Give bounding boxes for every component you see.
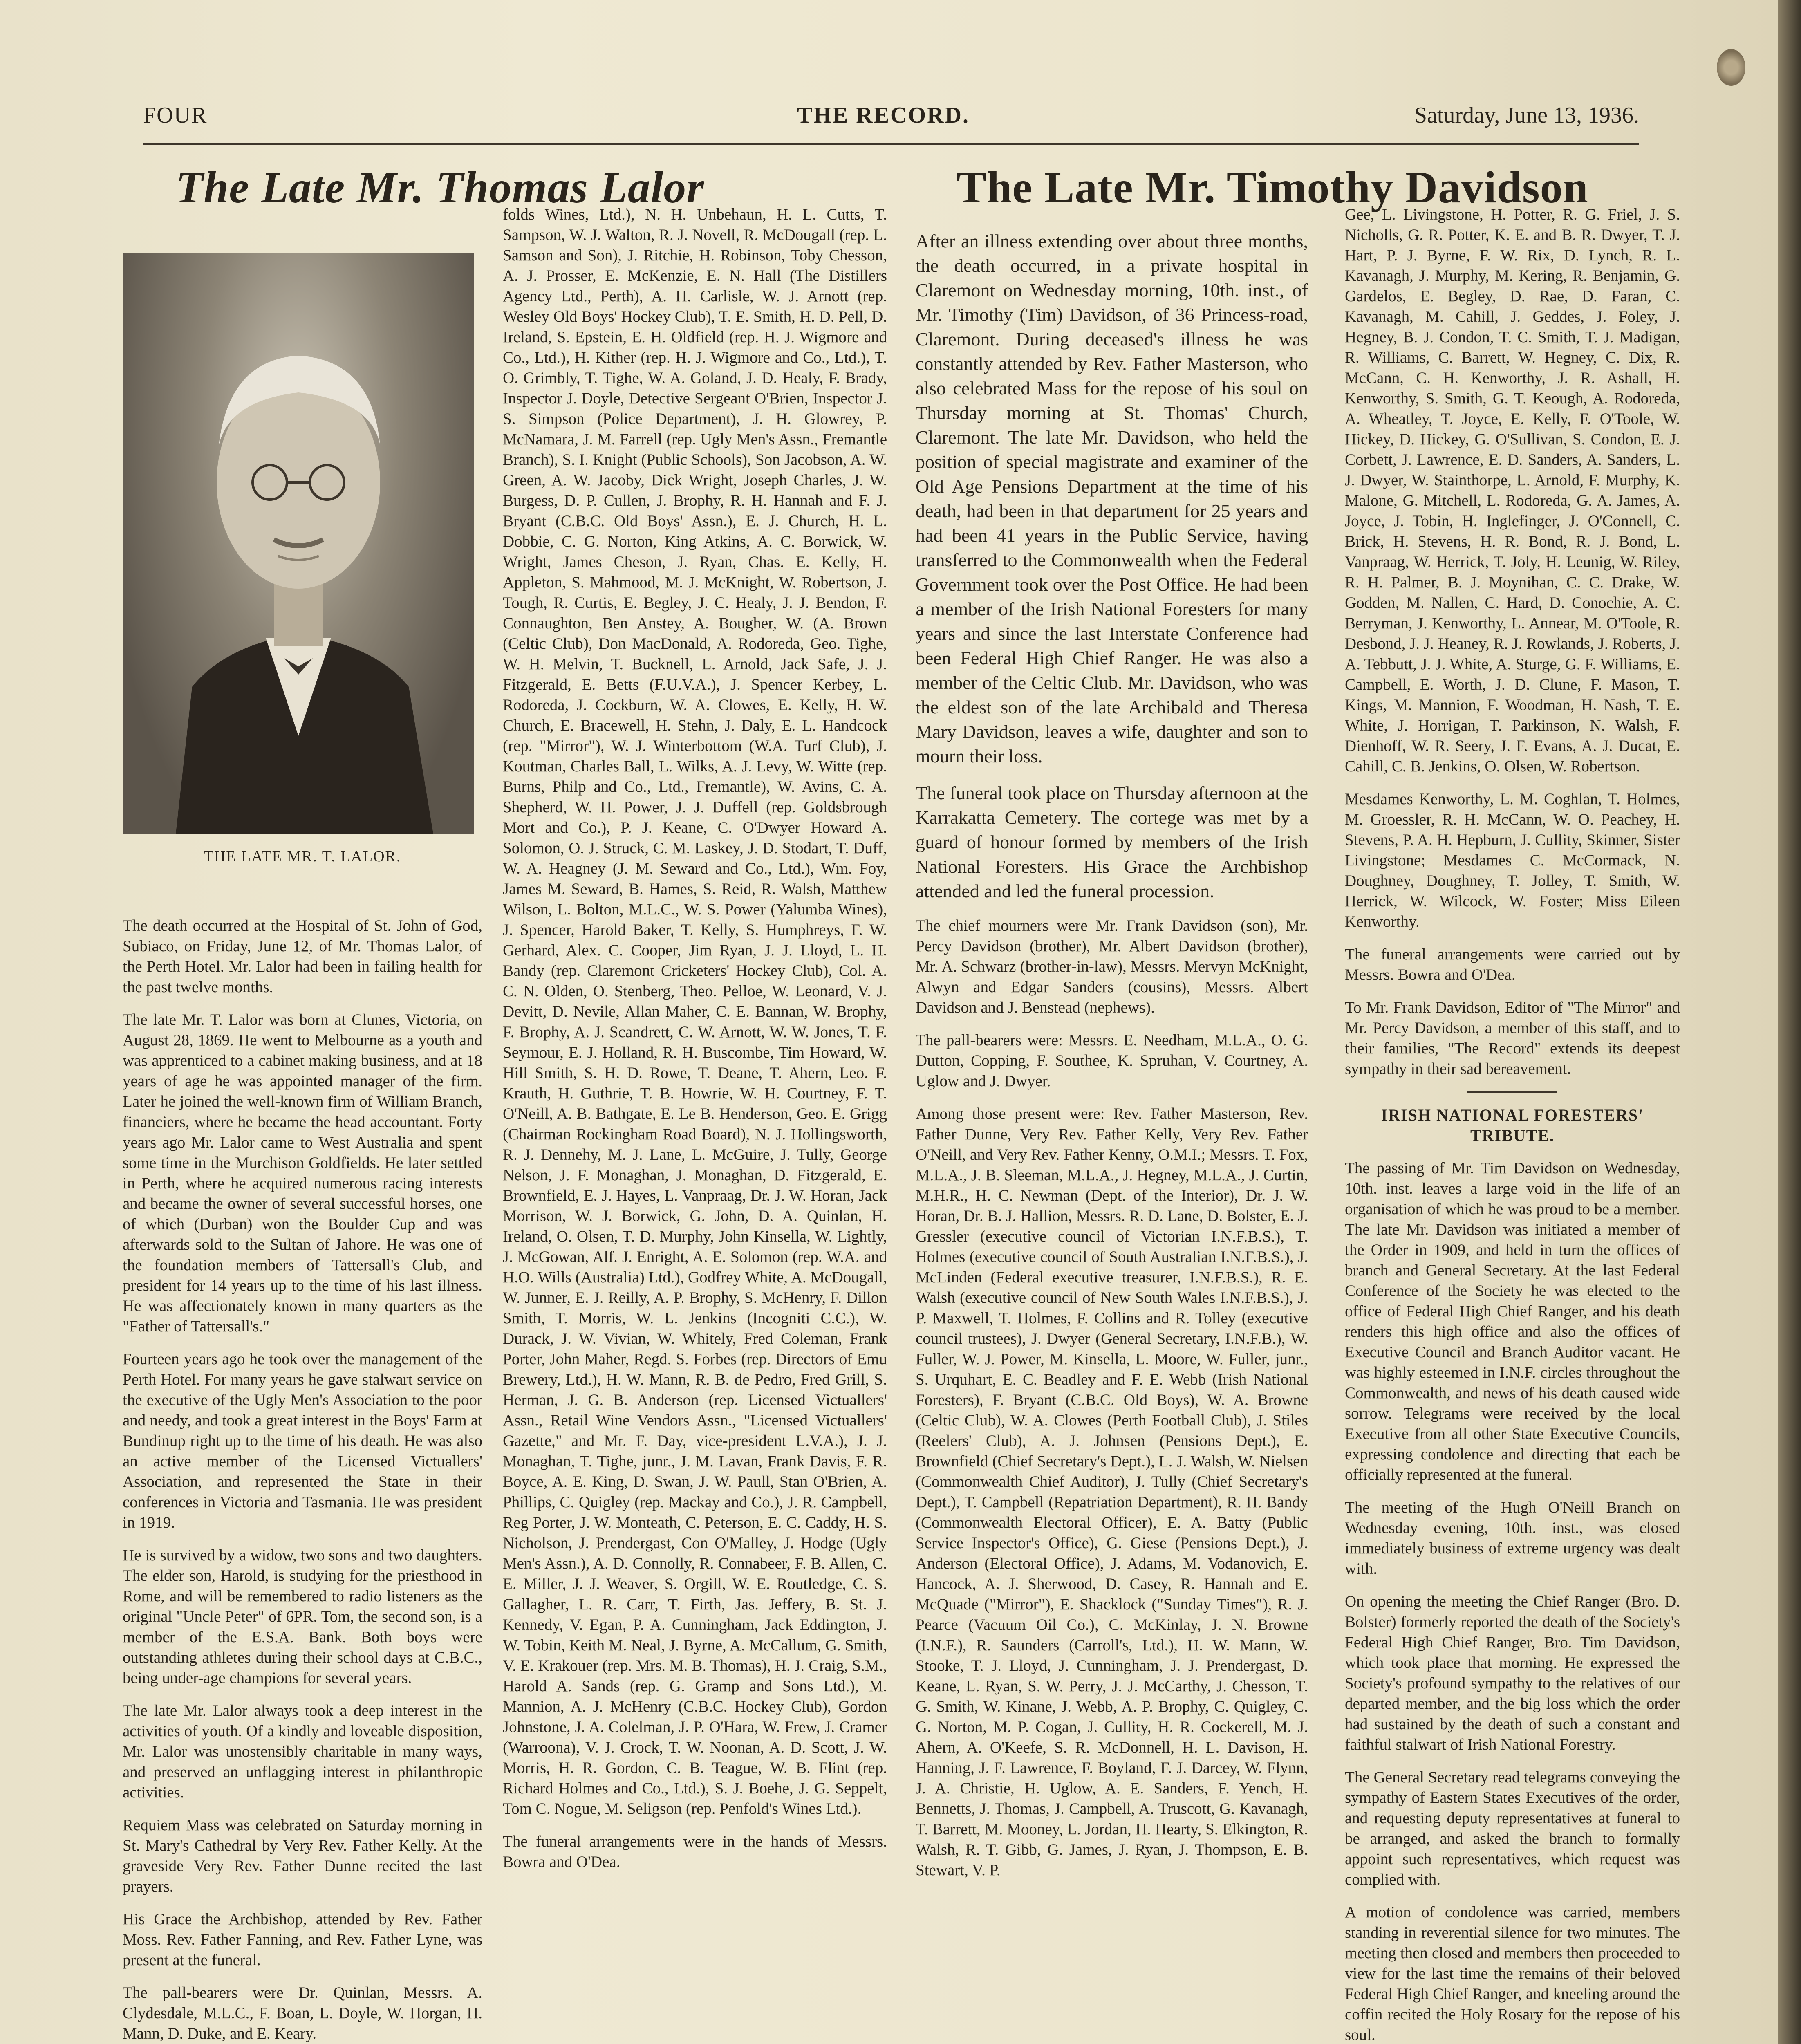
page-spine-edge xyxy=(1778,0,1801,2044)
tribute-heading: IRISH NATIONAL FORESTERS' TRIBUTE. xyxy=(1381,1106,1644,1145)
tribute-paragraph: A motion of condolence was carried, members standing in reverential silence for two minutes. The meeting then closed and members then proceeded to view for the last time the remains of their beloved Federal High Chief Ranger, and kneeling around the coffin recited the Holy Rosary for the repose of his soul. xyxy=(1345,1903,1680,2044)
lalor-headline: The Late Mr. Thomas Lalor xyxy=(176,162,705,212)
binding-hole xyxy=(1717,49,1745,86)
lalor-paragraph: He is survived by a widow, two sons and two daughters. The elder son, Harold, is studying for the priesthood in Rome, and will be remembered to radio listeners as the original "Uncle Peter" of 6PR. Tom, the second son, is a member of the E.S.A. Bank. Both boys were outstanding athletes during their school days at C.B.C., being under-age champions for several years. xyxy=(123,1546,482,1687)
masthead-rule xyxy=(143,143,1639,145)
lalor-paragraph: The late Mr. T. Lalor was born at Clunes, Victoria, on August 28, 1869. He went to Melbourne as a youth and was apprenticed to a cabinet making business, and at 18 years of age he was appointed manager of the firm. Later he joined the well-known firm of William Branch, financiers, where he became the head accountant. Forty years ago Mr. Lalor came to West Australia and spent some time in the Murchison Goldfields. He later settled in Perth, where he acquired numerous racing interests and became the owner of several successful horses, one of which (Durban) won the Boulder Cup and was afterwards sold to the Sultan of Jahore. He was one of the foundation members of Tattersall's Club, and president for 14 years up to the time of his last illness. He was affectionately known in many quarters as the "Father of Tattersall's." xyxy=(123,1011,482,1335)
davidson-column-1 xyxy=(916,229,1308,1893)
lalor-paragraph: The late Mr. Lalor always took a deep interest in the activities of youth. Of a kindly and loveable disposition, Mr. Lalor was unostensibly charitable in many ways, and preserved an unflagging interest in philanthropic activities. xyxy=(123,1702,482,1801)
tribute-paragraph: On opening the meeting the Chief Ranger (Bro. D. Bolster) formerly reported the death of the Society's Federal High Chief Ranger, Bro. Tim Davidson, which took place that morning. He expressed the Society's profound sympathy to the relatives of our departed member, and the big loss which the order had sustained by the death of such a constant and faithful stalwart of Irish National Forestry. xyxy=(1345,1593,1680,1753)
davidson-pall-bearers: The pall-bearers were: Messrs. E. Needham, M.L.A., O. G. Dutton, Copping, F. Southee, K. Spruhan, V. Courtney, A. Uglow and J. Dwyer. xyxy=(916,1031,1308,1090)
masthead xyxy=(143,94,1639,139)
section-divider xyxy=(1467,1091,1557,1093)
issue-date: Saturday, June 13, 1936. xyxy=(1414,103,1639,128)
page-number: FOUR xyxy=(143,103,208,128)
lalor-paragraph: The pall-bearers were Dr. Quinlan, Messrs. A. Clydesdale, M.L.C., F. Boan, L. Doyle, W. Horgan, H. Mann, D. Duke, and E. Keary. xyxy=(123,1984,482,2042)
davidson-mourners: The chief mourners were Mr. Frank Davidson (son), Mr. Percy Davidson (brother), Mr. Albert Davidson (brother), Mr. A. Schwarz (brother-in-law), Messrs. Mervyn McKnight, Alwyn and Edgar Sanders (cousins), Messrs. Albert Davidson and J. Benstead (nephews). xyxy=(916,917,1308,1016)
davidson-mesdames: Mesdames Kenworthy, L. M. Coghlan, T. Holmes, M. Groessler, R. H. McCann, W. O. Peachey, H. Stevens, P. A. H. Hepburn, J. Cullity, Skinner, Sister Livingstone; Mesdames C. McCormack, N. Doughney, Doughney, T. Jolley, T. Smith, W. Herrick, W. Wilcock, W. Foster; Miss Eileen Kenworthy. xyxy=(1345,790,1680,930)
lalor-column-1 xyxy=(123,229,482,2044)
davidson-headline: The Late Mr. Timothy Davidson xyxy=(957,162,1588,212)
lalor-funeral-arrangements: The funeral arrangements were in the hands of Messrs. Bowra and O'Dea. xyxy=(503,1833,887,1871)
davidson-column-2 xyxy=(1345,204,1680,2044)
davidson-condolence-note: To Mr. Frank Davidson, Editor of "The Mirror" and Mr. Percy Davidson, a member of this staff, and to their families, "The Record" extends its deepest sympathy in their sad bereavement. xyxy=(1345,999,1680,1078)
paper-title: THE RECORD. xyxy=(797,103,970,128)
lalor-photo-caption: THE LATE MR. T. LALOR. xyxy=(204,848,401,865)
tribute-paragraph: The passing of Mr. Tim Davidson on Wednesday, 10th. inst. leaves a large void in the life of an organisation of which he was proud to be a member. The late Mr. Davidson was initiated a member of the Order in 1909, and held in turn the offices of branch and General Secretary. At the last Federal Conference of the Society he was elected to the office of Federal High Chief Ranger, and his death renders this high office and also the offices of Executive Council and Branch Auditor vacant. He was highly esteemed in I.N.F. circles throughout the Commonwealth, and news of his death caused wide sorrow. Telegrams were received by the local Executive from all other State Executive Councils, expressing condolence and directing that each be officially represented at the funeral. xyxy=(1345,1159,1680,1484)
lalor-portrait xyxy=(123,253,474,834)
tribute-paragraph: The General Secretary read telegrams conveying the sympathy of Eastern States Executives of the order, and requesting deputy representatives at funeral to be arranged, and asked the branch to formally appoint such representatives, which request was complied with. xyxy=(1345,1768,1680,1888)
lalor-paragraph: His Grace the Archbishop, attended by Rev. Father Moss. Rev. Father Fanning, and Rev. Father Lyne, was present at the funeral. xyxy=(123,1910,482,1969)
lalor-paragraph: The death occurred at the Hospital of St. John of God, Subiaco, on Friday, June 12, of Mr. Thomas Lalor, of the Perth Hotel. Mr. Lalor had been in failing health for the past twelve months. xyxy=(123,917,482,996)
lalor-paragraph: Fourteen years ago he took over the management of the Perth Hotel. For many years he gave stalwart service on the executive of the Ugly Men's Association to the poor and needy, and took a great interest in the Boys' Farm at Bundinup right up to the time of his death. He was also an active member of the Licensed Victuallers' Association, and represented the State in their conferences in Victoria and Tasmania. He was president in 1919. xyxy=(123,1350,482,1531)
davidson-funeral-paragraph: The funeral took place on Thursday afternoon at the Karrakatta Cemetery. The cortege was met by a guard of honour formed by members of the Irish National Foresters. His Grace the Archbishop attended and led the funeral procession. xyxy=(916,782,1308,901)
lalor-column-2 xyxy=(503,204,887,1885)
lalor-attendee-list: folds Wines, Ltd.), N. H. Unbehaun, H. L. Cutts, T. Sampson, W. J. Walton, R. J. Novell, R. McDougall (rep. L. Samson and Son), J. Ritchie, H. Robinson, Toby Chesson, A. J. Prosser, E. McKenzie, E. N. Hall (The Distillers Agency Ltd., Perth), A. H. Carlisle, W. J. Arnott (rep. Wesley Old Boys' Hockey Club), T. E. Smith, H. D. Pell, D. Ireland, S. Epstein, E. H. Oldfield (rep. H. J. Wigmore and Co., Ltd.), H. Kither (rep. H. J. Wigmore and Co., Ltd.), T. O. Grimbly, T. Tighe, W. A. Goland, J. D. Healy, F. Brady, Inspector J. Doyle, Detective Sergeant O'Brien, Inspector J. S. Simpson (Police Department), J. H. Glowrey, P. McNamara, J. M. Farrell (rep. Ugly Men's Assn., Fremantle Branch), S. I. Knight (Public Schools), Son Jacobson, A. W. Green, A. W. Jacoby, Dick Wright, Joseph Charles, J. W. Burgess, D. P. Cullen, J. Brophy, R. H. Hannah and F. J. Bryant (C.B.C. Old Boys' Assn.), E. J. Church, H. L. Dobbie, C. G. Norton, King Atkins, A. C. Borwick, W. Wright, James Cheson, J. Ryan, Chas. E. Kelly, H. Appleton, S. Mahmood, M. J. McKnight, W. Robertson, J. Tough, R. Curtis, E. Begley, J. C. Healy, J. J. Bendon, F. Connaughton, Ben Anstey, A. Bougher, W. (A. Brown (Celtic Club), Don MacDonald, A. Rodoreda, Geo. Tighe, W. H. Melvin, T. Bucknell, L. Arnold, Jack Safe, J. J. Fitzgerald, E. Betts (F.U.V.A.), J. Spencer Kerbey, L. Rodoreda, J. Cockburn, W. A. Clowes, E. Kelly, H. W. Church, E. Bracewell, H. Stehn, J. Daly, E. L. Handcock (rep. "Mirror"), W. J. Winterbottom (W.A. Turf Club), J. Koutman, Charles Ball, L. Wilks, A. J. Levy, W. Witte (rep. Burns, Philp and Co., Ltd., Fremantle), W. Avins, C. A. Shepherd, W. H. Power, J. J. Duffell (rep. Goldsbrough Mort and Co.), P. J. Keane, C. O'Dwyer Howard A. Solomon, O. J. Struck, C. M. Laskey, J. D. Stodart, T. Duff, W. A. Heagney (J. M. Seward and Co., Ltd.), Wm. Foy, James M. Seward, B. Hames, S. Reid, R. Walsh, Matthew Wilson, L. Bolton, M.L.C., W. S. Power (Yalumba Wines), J. Spencer, Harold Baker, T. Kelly, S. Humphreys, F. W. Gerhard, Alex. C. Cooper, Jim Ryan, J. J. Lloyd, L. H. Bandy (rep. Claremont Cricketers' Hockey Club), Col. A. C. N. Olden, O. Stenberg, Theo. Pelloe, W. Leonard, V. J. Devitt, D. Nevile, Allan Maher, C. E. Bannan, W. Brophy, F. Brophy, A. J. Scandrett, C. W. Arnott, W. W. Jones, T. F. Seymour, E. J. Holland, R. H. Buscombe, Tim Howard, W. Hill Smith, S. H. D. Rowe, T. Deane, T. Ahern, Leo. F. Krauth, H. Guthrie, T. B. Howrie, W. H. Courtney, F. T. O'Neill, A. B. Bathgate, E. Le B. Henderson, Geo. E. Grigg (Chairman Rockingham Road Board), N. J. Hollingsworth, R. J. Dennehy, M. J. Lane, L. McGuire, J. Tully, George Nelson, J. F. Monaghan, J. Monaghan, D. Fitzgerald, E. Brownfield, E. J. Hayes, L. Vanpraag, Dr. J. W. Horan, Jack Morrison, W. J. Borwick, G. John, D. A. Quinlan, H. Ireland, O. Olsen, T. D. Murphy, John Kinsella, W. Lightly, J. McGowan, Alf. J. Enright, A. E. Solomon (rep. W.A. and H.O. Wills (Australia) Ltd.), Godfrey White, A. McDougall, W. Junner, E. J. Reilly, A. P. Brophy, S. McHenry, F. Dillon Smith, T. Morris, W. L. Jenkins (Incogniti C.C.), W. Durack, J. W. Vivian, W. Whitely, Fred Coleman, Frank Porter, John Maher, Regd. S. Forbes (rep. Directors of Emu Brewery, Ltd.), H. W. Mann, R. B. de Pedro, Fred Grill, S. Herman, J. G. B. Anderson (rep. Licensed Victuallers' Assn., Retail Wine Vendors Assn., "Licensed Victuallers' Gazette," and Mr. F. Day, vice-president L.V.A.), J. J. Monaghan, T. Tighe, junr., J. M. Lavan, Frank Davis, F. R. Boyce, A. E. King, D. Swan, J. W. Paull, Stan O'Brien, A. Phillips, C. Quigley (rep. Mackay and Co.), J. R. Campbell, Reg Porter, J. W. Monteath, C. Peterson, E. C. Caddy, H. S. Nicholson, J. Prendergast, Con O'Malley, J. Hodge (Ugly Men's Assn.), A. D. Connolly, R. Connabeer, F. B. Allen, C. E. Miller, J. J. Weaver, S. Orgill, W. E. Routledge, C. S. Gallagher, L. R. Carr, T. Firth, Jas. Jeffery, B. St. J. Kennedy, V. Egan, P. A. Cunningham, Jack Eddington, J. W. Tobin, Keith M. Neal, J. Byrne, A. McCallum, G. Smith, V. E. Krakouer (rep. Mrs. M. B. Thomas), H. J. Craig, S.M., Harold A. Sands (rep. G. Gramp and Sons Ltd.), M. Mannion, A. J. McHenry (C.B.C. Hockey Club), Gordon Johnstone, J. A. Colelman, J. P. O'Hara, W. Frew, J. Cramer (Warroona), V. J. Crock, T. W. Noonan, A. D. Scott, J. W. Morris, H. R. Gordon, C. B. Teague, W. B. Flint (rep. Richard Holmes and Co., Ltd.), S. J. Boehe, J. G. Seppelt, Tom C. Nogue, M. Seligson (rep. Penfold's Wines Ltd.). xyxy=(503,206,887,1818)
davidson-lead-paragraph: After an illness extending over about three months, the death occurred, in a private hospital in Claremont on Wednesday morning, 10th. inst., of Mr. Timothy (Tim) Davidson, of 36 Princess-road, Claremont. During deceased's illness he was constantly attended by Rev. Father Masterson, who also celebrated Mass for the repose of his soul on Thursday morning at St. Thomas' Church, Claremont. The late Mr. Davidson, who held the position of special magistrate and examiner of the Old Age Pensions Department at the time of his death, had been in that department for 25 years and had been 41 years in the Public Service, having transferred to the Commonwealth when the Federal Government took over the Post Office. He had been a member of the Irish National Foresters for many years and since the last Interstate Conference had been Federal High Chief Ranger. He was also a member of the Celtic Club. Mr. Davidson, who was the eldest son of the late Archibald and Theresa Mary Davidson, leaves a wife, daughter and son to mourn their loss. xyxy=(916,231,1308,766)
davidson-funeral-arrangements: The funeral arrangements were carried out by Messrs. Bowra and O'Dea. xyxy=(1345,946,1680,984)
davidson-attendee-list-continued: Gee, L. Livingstone, H. Potter, R. G. Friel, J. S. Nicholls, G. R. Potter, K. E. and B. R. Dwyer, T. J. Hart, P. J. Byrne, F. W. Rix, D. Lynch, R. L. Kavanagh, J. Murphy, M. Kering, R. Benjamin, G. Gardelos, E. Begley, D. Rae, D. Faran, C. Kavanagh, M. Cahill, J. Geddes, J. Foley, J. Hegney, B. J. Condon, T. C. Smith, T. J. Madigan, R. Williams, C. Barrett, W. Hegney, C. Dix, R. McCann, C. H. Kenworthy, J. R. Ashall, H. Kenworthy, S. Smith, G. T. Keough, A. Rodoreda, A. Wheatley, T. Joyce, E. Kelly, F. O'Toole, W. Hickey, D. Hickey, G. O'Sullivan, S. Condon, E. J. Corbett, J. Lawrence, E. D. Sanders, A. Sanders, L. J. Dwyer, W. Stainthorpe, L. Arnold, F. Murphy, K. Malone, G. Mitchell, L. Rodoreda, G. A. James, A. Joyce, J. Tobin, H. Inglefinger, J. O'Connell, C. Brick, H. Stevens, H. R. Bond, R. J. Bond, L. Vanpraag, W. Herrick, T. Joly, H. Leunig, W. Riley, R. H. Palmer, B. J. Moynihan, C. C. Drake, W. Godden, M. Nallen, C. Hard, D. Conochie, A. C. Berryman, J. Kenworthy, L. Annear, M. O'Toole, R. Desbond, J. J. Heaney, R. J. Rowlands, J. Roberts, J. A. Tebbutt, J. J. White, A. Sturge, G. F. Williams, E. Campbell, E. Worth, J. D. Clune, F. Mason, T. Kings, M. Mannion, F. Woodman, H. Nash, T. E. White, J. Horrigan, T. Parkinson, N. Walsh, F. Dienhoff, W. R. Seery, J. F. Evans, A. J. Ducat, E. Cahill, C. B. Jenkins, O. Olsen, W. Robertson. xyxy=(1345,206,1680,775)
lalor-paragraph: Requiem Mass was celebrated on Saturday morning in St. Mary's Cathedral by Very Rev. Father Kelly. At the graveside Very Rev. Father Dunne recited the last prayers. xyxy=(123,1816,482,1895)
tribute-paragraph: The meeting of the Hugh O'Neill Branch on Wednesday evening, 10th. inst., was closed immediately business of extreme urgency was dealt with. xyxy=(1345,1499,1680,1578)
davidson-attendee-list: Among those present were: Rev. Father Masterson, Rev. Father Dunne, Very Rev. Father Kelly, Very Rev. Father O'Neill, and Very Rev. Father Kenny, O.M.I.; Messrs. T. Fox, M.L.A., J. B. Sleeman, M.L.A., J. Hegney, M.L.A., J. Curtin, M.H.R., H. C. Newman (Dept. of the Interior), Dr. J. W. Horan, Dr. B. J. Hallion, Messrs. R. D. Lane, D. Bolster, E. J. Gressler (executive council of Victorian I.N.F.B.S.), T. Holmes (executive council of South Australian I.N.F.B.S.), J. McLinden (Federal executive treasurer, I.N.F.B.S.), R. E. Walsh (executive council of New South Wales I.N.F.B.S.), J. P. Maxwell, T. Holmes, F. Collins and R. Tolley (executive council trustees), J. Dwyer (General Secretary, I.N.F.B.), W. Fuller, W. J. Power, M. Kinsella, L. Moore, W. Fuller, junr., S. Urquhart, E. C. Beadley and F. E. Webb (Irish National Foresters), F. Bryant (C.B.C. Old Boys), W. A. Browne (Celtic Club), W. A. Clowes (Perth Football Club), J. Stiles (Reelers' Club), A. J. Johnsen (Pensions Dept.), E. Brownfield (Chief Secretary's Dept.), L. J. Walsh, W. Nielsen (Commonwealth Chief Auditor), J. Tully (Chief Secretary's Dept.), T. Campbell (Repatriation Department), R. H. Bandy (Commonwealth Electoral Officer), E. A. Batty (Public Service Inspector's Office), G. Giese (Pensions Dept.), J. Anderson (Electoral Office), J. Adams, M. Vodanovich, E. Hancock, A. J. Sherwood, D. Casey, R. Hannah and E. McQuade ("Mirror"), E. Shacklock ("Sunday Times"), R. J. Pearce (Vacuum Oil Co.), C. McKinlay, J. N. Browne (I.N.F.), R. Saunders (Carroll's, Ltd.), H. W. Mann, W. Stooke, T. J. Lloyd, J. Cunningham, J. J. Prendergast, D. Keane, L. Ryan, S. W. Perry, J. J. McCarthy, J. Chesson, T. G. Smith, W. Kinane, J. Webb, A. P. Brophy, C. Quigley, C. G. Norton, M. P. Cogan, J. Cullity, H. R. Cockerell, M. J. Ahern, A. O'Keefe, S. R. McDonnell, H. L. Davison, H. Hanning, J. F. Lawrence, F. Boyland, F. J. Darcey, W. Flynn, J. A. Christie, H. Uglow, A. E. Sanders, F. Yench, H. Bennetts, J. Thomas, J. Campbell, A. Truscott, G. Kavanagh, T. Barrett, M. Mooney, L. Jordan, H. Hearty, S. Elkington, R. Walsh, R. T. Gibb, G. James, J. Ryan, J. Thompson, E. B. Stewart, V. P. xyxy=(916,1105,1308,1879)
